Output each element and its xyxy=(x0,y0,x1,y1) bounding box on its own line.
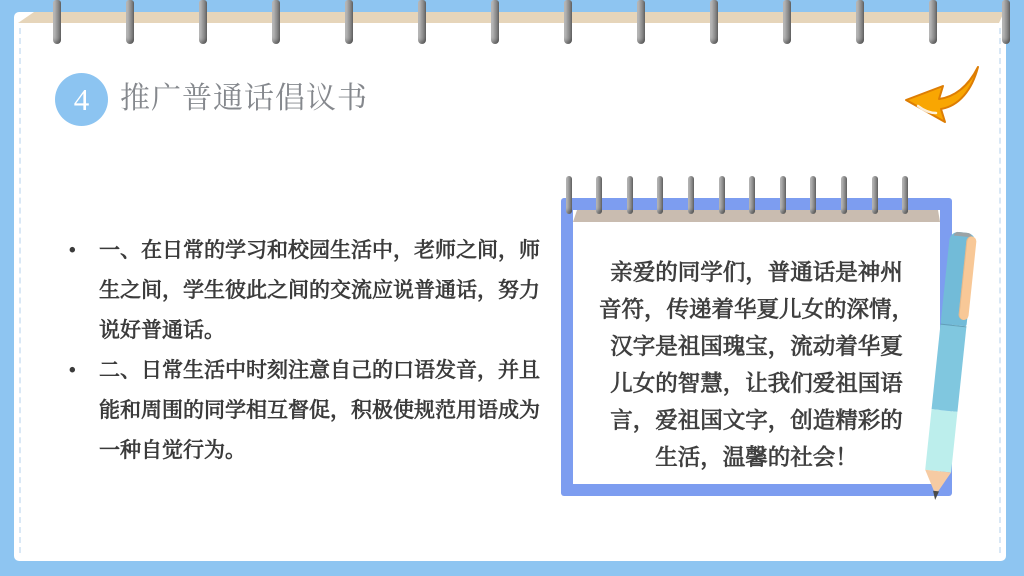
binding-pin xyxy=(688,176,694,214)
note-card-text xyxy=(581,254,932,476)
binding-pin xyxy=(418,0,426,44)
binding-pin xyxy=(902,176,908,214)
binding-pin xyxy=(637,0,645,44)
binding-pin xyxy=(272,0,280,44)
pen-body xyxy=(932,324,967,412)
binding-pin xyxy=(719,176,725,214)
page-title: 推广普通话倡议书 xyxy=(120,82,368,115)
slide-number-badge: 4 xyxy=(55,73,108,126)
binding-pin xyxy=(841,176,847,214)
note-card-line: 言，爱祖国文字，创造精彩的 xyxy=(610,408,903,433)
notebook-page xyxy=(14,12,1006,561)
note-card-paper xyxy=(573,210,940,484)
pen-point xyxy=(932,491,939,501)
binding-pin xyxy=(749,176,755,214)
list-item: • 二、日常生活中时刻注意自己的口语发音，并且能和周围的同学相互督促，积极使规范用语成为一种自觉行为。 xyxy=(64,351,546,471)
binding-pin xyxy=(627,176,633,214)
note-card-line: 音符，传递着华夏儿女的深情， xyxy=(598,297,914,322)
binding-pin xyxy=(856,0,864,44)
binding-pin xyxy=(126,0,134,44)
note-card-line: 亲爱的同学们，普通话是神州 xyxy=(610,260,903,285)
note-card-line: 汉字是祖国瑰宝，流动着华夏 xyxy=(610,334,903,359)
page-perforation-left xyxy=(19,28,21,553)
binding-pin xyxy=(929,0,937,44)
binding-pin xyxy=(657,176,663,214)
binding-pin xyxy=(810,176,816,214)
binding-pin xyxy=(345,0,353,44)
curved-arrow-shape xyxy=(906,67,978,122)
binding-pin xyxy=(710,0,718,44)
binding-pin xyxy=(872,176,878,214)
page-perforation-right xyxy=(999,28,1001,553)
binding-pin xyxy=(564,0,572,44)
binding-pin xyxy=(491,0,499,44)
note-card-line: 儿女的智慧，让我们爱祖国语 xyxy=(610,371,903,396)
list-item: • 一、在日常的学习和校园生活中，老师之间，师生之间，学生彼此之间的交流应说普通话，努力说好普通话。 xyxy=(64,231,546,351)
binding-pin xyxy=(199,0,207,44)
binding-pin xyxy=(1002,0,1010,44)
binding-pin xyxy=(780,176,786,214)
bullet-list xyxy=(64,231,546,471)
binding-pin xyxy=(566,176,572,214)
binding-pin xyxy=(783,0,791,44)
binding-pin xyxy=(596,176,602,214)
curved-arrow-icon xyxy=(900,64,984,126)
pen-grip xyxy=(925,409,957,472)
note-card xyxy=(561,198,952,496)
binding-pin xyxy=(53,0,61,44)
note-card-line: 生活，温馨的社会！ xyxy=(655,445,858,470)
